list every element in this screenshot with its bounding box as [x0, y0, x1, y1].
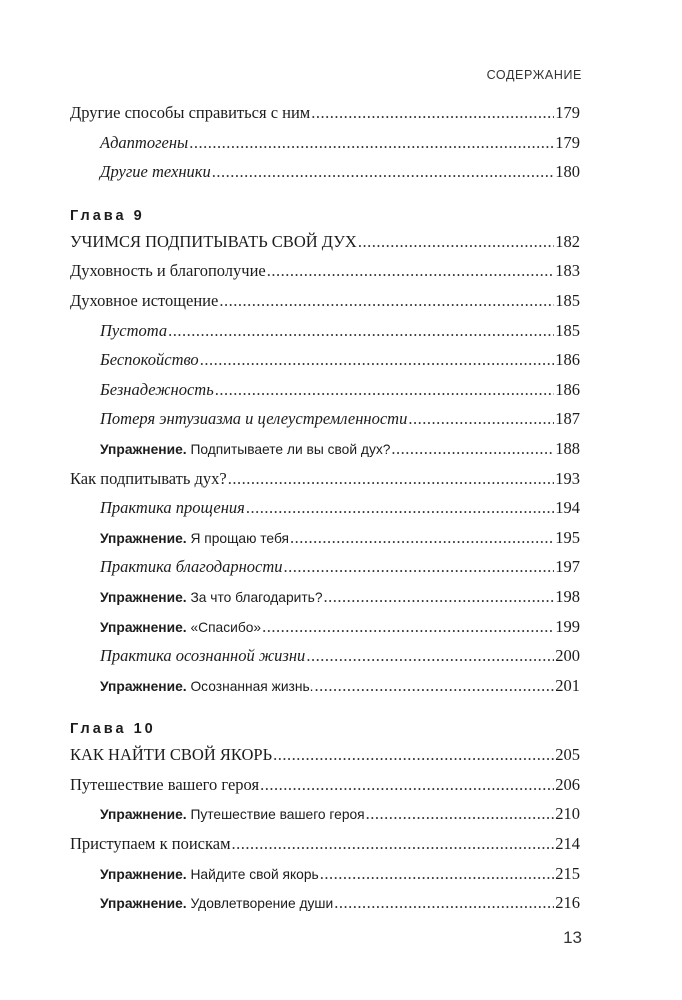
- dot-leader: [408, 409, 554, 429]
- chapter-label: Глава 9: [70, 207, 145, 224]
- chapter-title-entry: [70, 232, 580, 262]
- toc-exercise-entry: [70, 439, 580, 469]
- exercise-title: Удовлетворение души: [190, 896, 334, 912]
- toc-entry-title: [100, 442, 390, 457]
- toc-entry-page: 195: [555, 527, 580, 547]
- chapter-9: [70, 206, 580, 706]
- dot-leader: [212, 162, 555, 182]
- toc-entry-title: [100, 896, 333, 911]
- toc-entry-page: 187: [555, 409, 580, 429]
- toc-entry: [70, 261, 580, 291]
- toc-entry: [70, 291, 580, 321]
- dot-leader: [215, 380, 555, 400]
- exercise-title: Я прощаю тебя: [190, 530, 290, 546]
- toc-entry-title: Пустота: [100, 320, 168, 340]
- toc-subentry: [70, 557, 580, 587]
- toc-entry-title: Беспокойство: [100, 350, 199, 370]
- toc-entry-title: Путешествие вашего героя: [70, 774, 260, 794]
- toc-entry-title: [100, 679, 314, 694]
- toc-entry-page: 188: [555, 438, 580, 458]
- exercise-keyword: Упражнение.: [100, 619, 187, 635]
- exercise-keyword: Упражнение.: [100, 589, 187, 605]
- chapter-label: Глава 10: [70, 721, 156, 738]
- exercise-title: Путешествие вашего героя: [190, 807, 365, 823]
- dot-leader: [284, 557, 555, 577]
- toc-entry-page: 197: [555, 557, 580, 577]
- toc-entry-title: Другие техники: [100, 162, 211, 182]
- toc-entry-page: 201: [555, 675, 580, 695]
- toc-section-continued: [70, 103, 580, 192]
- dot-leader: [290, 528, 554, 548]
- dot-leader: [200, 350, 555, 370]
- exercise-title: За что благодарить?: [190, 589, 323, 605]
- toc-entry-title: Потеря энтузиазма и целеустремленности: [100, 409, 408, 429]
- exercise-keyword: Упражнение.: [100, 530, 187, 546]
- toc-entry-page: 179: [555, 103, 580, 122]
- dot-leader: [262, 617, 554, 637]
- dot-leader: [324, 587, 555, 607]
- toc-entry-page: 180: [555, 162, 580, 182]
- toc-exercise-entry: [70, 528, 580, 558]
- toc-entry-title: Приступаем к поискам: [70, 834, 231, 854]
- toc-entry-page: 186: [555, 379, 580, 399]
- dot-leader: [273, 745, 554, 765]
- table-of-contents: [70, 103, 580, 923]
- toc-entry: [70, 775, 580, 805]
- dot-leader: [334, 893, 554, 913]
- toc-exercise-entry: [70, 864, 580, 894]
- exercise-title: Осознанная жизнь.: [190, 678, 314, 694]
- toc-entry-title: Практика прощения: [100, 498, 245, 518]
- toc-entry-title: Духовность и благополучие: [70, 261, 266, 281]
- exercise-title: Подпитываете ли вы свой дух?: [190, 441, 391, 457]
- toc-subentry: [70, 162, 580, 192]
- toc-subentry: [70, 350, 580, 380]
- toc-subentry: [70, 321, 580, 351]
- exercise-keyword: Упражнение.: [100, 866, 187, 882]
- toc-exercise-entry: [70, 587, 580, 617]
- toc-entry-title: Адаптогены: [100, 132, 189, 152]
- toc-entry-title: [100, 620, 261, 635]
- dot-leader: [219, 291, 554, 311]
- toc-entry-page: 193: [555, 468, 580, 488]
- toc-exercise-entry: [70, 804, 580, 834]
- exercise-keyword: Упражнение.: [100, 807, 187, 823]
- toc-entry-page: 179: [555, 132, 580, 152]
- running-head: СОДЕРЖАНИЕ: [486, 68, 582, 82]
- exercise-keyword: Упражнение.: [100, 678, 187, 694]
- toc-entry-page: 205: [555, 745, 580, 765]
- exercise-title: Найдите свой якорь: [190, 866, 319, 882]
- chapter-10: [70, 719, 580, 923]
- toc-entry-title: Духовное истощение: [70, 290, 219, 310]
- toc-entry-page: 198: [555, 586, 580, 606]
- toc-entry-title: [100, 807, 365, 822]
- toc-entry-page: 200: [555, 646, 580, 666]
- toc-entry-page: 186: [555, 350, 580, 370]
- toc-entry-title: Как подпитывать дух?: [70, 468, 227, 488]
- dot-leader: [246, 498, 554, 518]
- toc-entry-page: 182: [555, 231, 580, 251]
- dot-leader: [311, 103, 554, 123]
- dot-leader: [228, 469, 554, 489]
- dot-leader: [366, 804, 555, 824]
- toc-subentry: [70, 133, 580, 163]
- toc-entry-title: Безнадежность: [100, 379, 214, 399]
- toc-subentry: [70, 380, 580, 410]
- chapter-title-entry: [70, 745, 580, 775]
- toc-subentry: [70, 409, 580, 439]
- dot-leader: [189, 133, 554, 153]
- dot-leader: [168, 321, 554, 341]
- toc-exercise-entry: [70, 676, 580, 706]
- toc-entry-page: 206: [555, 774, 580, 794]
- toc-entry: [70, 469, 580, 499]
- toc-entry-page: 185: [555, 290, 580, 310]
- toc-entry-title: [100, 867, 319, 882]
- toc-entry-title: УЧИМСЯ ПОДПИТЫВАТЬ СВОЙ ДУХ: [70, 231, 357, 251]
- dot-leader: [232, 834, 555, 854]
- toc-entry: [70, 103, 580, 133]
- toc-entry-title: [100, 531, 289, 546]
- exercise-keyword: Упражнение.: [100, 896, 187, 912]
- exercise-keyword: Упражнение.: [100, 441, 187, 457]
- toc-entry-page: 194: [555, 498, 580, 518]
- toc-entry-page: 216: [555, 893, 580, 913]
- toc-entry-page: 210: [555, 804, 580, 824]
- toc-subentry: [70, 646, 580, 676]
- toc-entry-title: Практика осознанной жизни: [100, 646, 306, 666]
- toc-entry-title: Практика благодарности: [100, 557, 283, 577]
- toc-entry-page: 185: [555, 320, 580, 340]
- toc-entry-page: 199: [555, 616, 580, 636]
- toc-entry-title: КАК НАЙТИ СВОЙ ЯКОРЬ: [70, 745, 273, 765]
- toc-entry-page: 215: [555, 863, 580, 883]
- toc-entry-title: Другие способы справиться с ним: [70, 103, 311, 122]
- dot-leader: [320, 864, 555, 884]
- toc-entry-page: 214: [555, 834, 580, 854]
- toc-entry-title: [100, 590, 323, 605]
- dot-leader: [306, 646, 554, 666]
- dot-leader: [267, 261, 555, 281]
- dot-leader: [260, 775, 554, 795]
- toc-subentry: [70, 498, 580, 528]
- exercise-title: «Спасибо»: [190, 619, 262, 635]
- dot-leader: [358, 232, 554, 252]
- toc-exercise-entry: [70, 893, 580, 923]
- toc-entry-page: 183: [555, 261, 580, 281]
- page-number: 13: [563, 928, 582, 947]
- toc-exercise-entry: [70, 617, 580, 647]
- toc-entry: [70, 834, 580, 864]
- dot-leader: [391, 439, 554, 459]
- dot-leader: [315, 676, 555, 696]
